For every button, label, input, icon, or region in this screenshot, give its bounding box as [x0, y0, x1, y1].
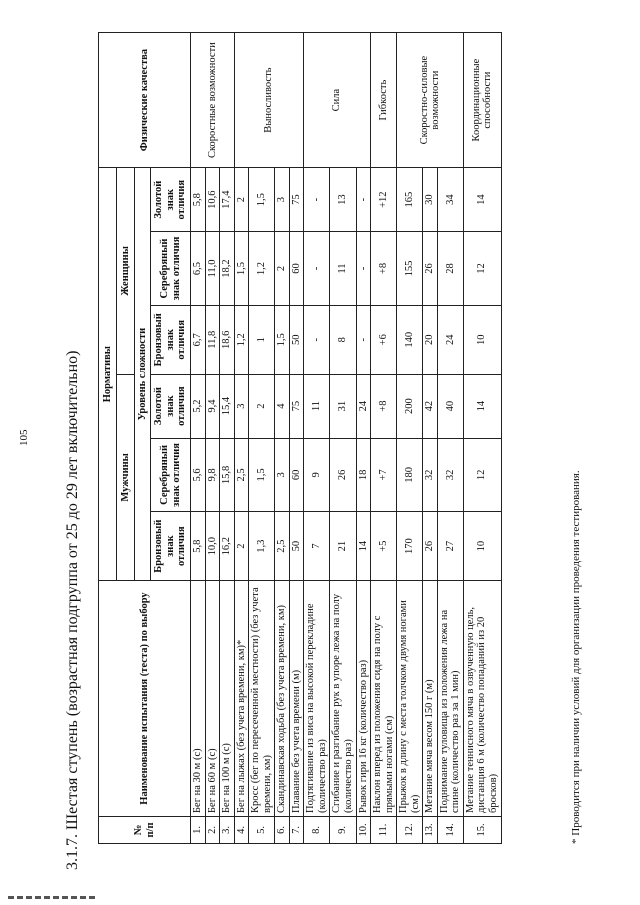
test-name: Бег на лыжах (без учета времени, км)* [234, 581, 249, 817]
value-cell: 5,2 [191, 374, 206, 438]
value-cell: 170 [397, 512, 423, 581]
value-cell: 11 [330, 232, 356, 306]
header-men-gold: Золотой знак отличия [151, 374, 191, 438]
value-cell: 17,4 [220, 168, 235, 232]
row-number: 13. [423, 816, 438, 843]
header-women-bronze: Бронзовый знак отличия [151, 305, 191, 374]
value-cell: 155 [397, 232, 423, 306]
value-cell: +8 [371, 374, 397, 438]
value-cell: 27 [437, 512, 463, 581]
value-cell: 11 [304, 374, 330, 438]
value-cell: 12 [463, 232, 501, 306]
test-name: Подтягивание из виса на высокой перекладине (количество раз) [304, 581, 330, 817]
value-cell: 10 [463, 305, 501, 374]
test-name: Бег на 100 м (с) [220, 581, 235, 817]
rotated-page-content [58, 30, 598, 882]
row-number: 2. [205, 816, 220, 843]
value-cell: 9 [304, 438, 330, 512]
value-cell: 1,5 [249, 168, 275, 232]
value-cell: 5,8 [191, 512, 206, 581]
table-row [397, 33, 423, 844]
test-name: Плавание без учета времени (м) [289, 581, 304, 817]
value-cell: 6,5 [191, 232, 206, 306]
value-cell: - [304, 305, 330, 374]
row-number: 5. [249, 816, 275, 843]
test-name: Наклон вперед из положения сидя на полу с прямыми ногами (см) [371, 581, 397, 817]
value-cell: 1,2 [234, 305, 249, 374]
value-cell: 6,7 [191, 305, 206, 374]
value-cell: 4 [275, 374, 290, 438]
value-cell: 18,2 [220, 232, 235, 306]
value-cell: - [356, 232, 371, 306]
value-cell: 32 [437, 438, 463, 512]
value-cell: 26 [330, 438, 356, 512]
value-cell: 2,5 [234, 438, 249, 512]
value-cell: 40 [437, 374, 463, 438]
value-cell: - [304, 232, 330, 306]
header-num: № п/п [99, 816, 191, 843]
value-cell: - [304, 168, 330, 232]
value-cell: 14 [356, 512, 371, 581]
test-name: Бег на 30 м (с) [191, 581, 206, 817]
value-cell: 14 [463, 374, 501, 438]
value-cell: 16,2 [220, 512, 235, 581]
value-cell: 2,5 [275, 512, 290, 581]
value-cell: 18 [356, 438, 371, 512]
value-cell: 165 [397, 168, 423, 232]
value-cell: 3 [275, 168, 290, 232]
value-cell: 1 [249, 305, 275, 374]
quality-speed: Скоростные возможности [191, 33, 235, 168]
value-cell: 2 [234, 168, 249, 232]
quality-flexibility: Гибкость [371, 33, 397, 168]
row-number: 10. [356, 816, 371, 843]
value-cell: 180 [397, 438, 423, 512]
header-men-silver: Серебряный знак отличия [151, 438, 191, 512]
row-number: 15. [463, 816, 501, 843]
quality-speed-strength: Скоростно-силовые возможности [397, 33, 464, 168]
value-cell: 9,4 [205, 374, 220, 438]
value-cell: 3 [275, 438, 290, 512]
value-cell: 31 [330, 374, 356, 438]
test-name: Метание мяча весом 150 г (м) [423, 581, 438, 817]
value-cell: 26 [423, 232, 438, 306]
scan-artifact [8, 896, 98, 899]
test-name: Поднимание туловища из положения лежа на спине (количество раз за 1 мин) [437, 581, 463, 817]
value-cell: 1,5 [275, 305, 290, 374]
test-name: Метание теннисного мяча в озвученную цель, дистанция 6 м (количество попаданий из 20 бросков) [463, 581, 501, 817]
value-cell: 1,3 [249, 512, 275, 581]
norms-table [98, 32, 502, 844]
table-row [463, 33, 501, 844]
row-number: 6. [275, 816, 290, 843]
test-name: Сгибание и разгибание рук в упоре лежа на полу (количество раз) [330, 581, 356, 817]
value-cell: 50 [289, 512, 304, 581]
quality-coordination: Координационные способности [463, 33, 501, 168]
value-cell: 2 [234, 512, 249, 581]
value-cell: 8 [330, 305, 356, 374]
row-number: 4. [234, 816, 249, 843]
footnote: * Проводится при наличии условий для организации проведения тестирования. [570, 470, 582, 844]
row-number: 14. [437, 816, 463, 843]
value-cell: 200 [397, 374, 423, 438]
table-row [304, 33, 330, 844]
test-name: Кросс (бег по пересеченной местности) (без учета времени, км) [249, 581, 275, 817]
value-cell: 24 [356, 374, 371, 438]
value-cell: 50 [289, 305, 304, 374]
header-men-bronze: Бронзовый знак отличия [151, 512, 191, 581]
value-cell: 11,8 [205, 305, 220, 374]
row-number: 7. [289, 816, 304, 843]
value-cell: 12 [463, 438, 501, 512]
value-cell: 15,8 [220, 438, 235, 512]
value-cell: 1,2 [249, 232, 275, 306]
value-cell: 1,5 [234, 232, 249, 306]
header-women: Женщины [117, 168, 135, 374]
value-cell: 140 [397, 305, 423, 374]
value-cell: 5,8 [191, 168, 206, 232]
value-cell: 2 [275, 232, 290, 306]
row-number: 9. [330, 816, 356, 843]
header-men: Мужчины [117, 374, 135, 580]
header-women-gold: Золотой знак отличия [151, 168, 191, 232]
table-row [191, 33, 206, 844]
header-quality: Физические качества [99, 33, 191, 168]
value-cell: 75 [289, 168, 304, 232]
value-cell: 11,0 [205, 232, 220, 306]
value-cell: 32 [423, 438, 438, 512]
value-cell: 2 [249, 374, 275, 438]
test-name: Скандинавская ходьба (без учета времени, км) [275, 581, 290, 817]
value-cell: 14 [463, 168, 501, 232]
value-cell: 10,0 [205, 512, 220, 581]
value-cell: 42 [423, 374, 438, 438]
value-cell: 75 [289, 374, 304, 438]
value-cell: 3 [234, 374, 249, 438]
value-cell: 9,8 [205, 438, 220, 512]
value-cell: 10,6 [205, 168, 220, 232]
value-cell: 30 [423, 168, 438, 232]
value-cell: +6 [371, 305, 397, 374]
row-number: 8. [304, 816, 330, 843]
value-cell: 20 [423, 305, 438, 374]
value-cell: 24 [437, 305, 463, 374]
value-cell: 60 [289, 232, 304, 306]
value-cell: +12 [371, 168, 397, 232]
value-cell: +7 [371, 438, 397, 512]
value-cell: 26 [423, 512, 438, 581]
value-cell: +5 [371, 512, 397, 581]
value-cell: 60 [289, 438, 304, 512]
row-number: 11. [371, 816, 397, 843]
quality-strength: Сила [304, 33, 371, 168]
value-cell: - [356, 305, 371, 374]
test-name: Бег на 60 м (с) [205, 581, 220, 817]
row-number: 1. [191, 816, 206, 843]
test-name: Прыжок в длину с места толчком двумя ногами (см) [397, 581, 423, 817]
table-row [371, 33, 397, 844]
value-cell: 13 [330, 168, 356, 232]
value-cell: 21 [330, 512, 356, 581]
value-cell: - [356, 168, 371, 232]
row-number: 12. [397, 816, 423, 843]
row-number: 3. [220, 816, 235, 843]
value-cell: 18,6 [220, 305, 235, 374]
section-title: 3.1.7. Шестая ступень (возрастная подгруппа от 25 до 29 лет включительно) [64, 350, 81, 870]
value-cell: 15,4 [220, 374, 235, 438]
quality-endurance: Выносливость [234, 33, 304, 168]
test-name: Рывок гири 16 кг (количество раз) [356, 581, 371, 817]
value-cell: 34 [437, 168, 463, 232]
header-name: Наименование испытания (теста) по выбору [99, 581, 191, 817]
value-cell: 1,5 [249, 438, 275, 512]
value-cell: 5,6 [191, 438, 206, 512]
header-level: Уровень сложности [135, 168, 151, 581]
value-cell: +8 [371, 232, 397, 306]
value-cell: 28 [437, 232, 463, 306]
table-row [234, 33, 249, 844]
page-number: 105 [18, 429, 30, 446]
header-women-silver: Серебряный знак отличия [151, 232, 191, 306]
value-cell: 10 [463, 512, 501, 581]
header-norms: Нормативы [99, 168, 117, 581]
value-cell: 7 [304, 512, 330, 581]
